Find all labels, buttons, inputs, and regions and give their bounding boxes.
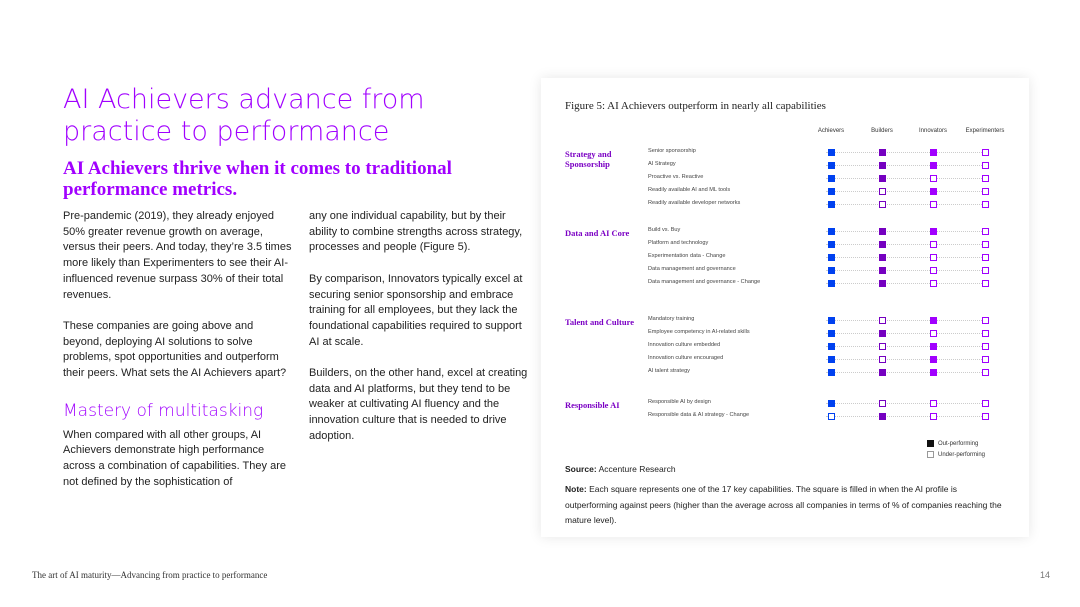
- empty-square-icon: [982, 343, 989, 350]
- paragraph: Builders, on the other hand, excel at creating data and AI platforms, but they tend to be weaker at cultivating AI fluency and the innovation culture that is needed to drive adoption.: [309, 367, 528, 442]
- capability-label: Proactive vs. Reactive: [648, 174, 704, 180]
- empty-square-icon: [879, 400, 886, 407]
- filled-square-icon: [828, 280, 835, 287]
- empty-square-icon: [982, 267, 989, 274]
- capability-label: Mandatory training: [648, 316, 695, 322]
- note-text: Each square represents one of the 17 key capabilities. The square is filled in when the AI profile is outperforming against peers (higher than the average across all companies in terms of % of companies reaching the mature level).: [565, 484, 1002, 525]
- column-header: Experimenters: [965, 128, 1005, 134]
- row-divider: [826, 270, 988, 271]
- empty-square-icon: [982, 254, 989, 261]
- row-divider: [826, 244, 988, 245]
- empty-square-icon: [982, 317, 989, 324]
- filled-square-icon: [828, 175, 835, 182]
- row-divider: [826, 403, 988, 404]
- legend-under-label: Under-performing: [938, 452, 986, 459]
- empty-square-icon: [879, 317, 886, 324]
- filled-square-icon: [879, 241, 886, 248]
- empty-square-icon: [879, 201, 886, 208]
- empty-square-icon: [982, 369, 989, 376]
- filled-square-icon: [879, 175, 886, 182]
- filled-square-icon: [930, 356, 937, 363]
- page-subtitle: AI Achievers thrive when it comes to traditional performance metrics.: [63, 158, 452, 200]
- empty-square-icon: [930, 201, 937, 208]
- filled-square-icon: [927, 440, 934, 447]
- figure-note: [565, 482, 1010, 529]
- body-column-right: [309, 209, 534, 460]
- filled-square-icon: [828, 201, 835, 208]
- filled-square-icon: [828, 343, 835, 350]
- empty-square-icon: [982, 201, 989, 208]
- empty-square-icon: [879, 188, 886, 195]
- filled-square-icon: [828, 317, 835, 324]
- filled-square-icon: [828, 162, 835, 169]
- empty-square-icon: [982, 280, 989, 287]
- filled-square-icon: [828, 241, 835, 248]
- capability-label: Readily available AI and ML tools: [648, 187, 731, 193]
- paragraph: When compared with all other groups, AI Achievers demonstrate high performance across a combination of capabilities. They are not defined by the sophistication of: [63, 428, 286, 488]
- row-divider: [826, 191, 988, 192]
- empty-square-icon: [982, 356, 989, 363]
- row-divider: [826, 152, 988, 153]
- empty-square-icon: [930, 254, 937, 261]
- paragraph: By comparison, Innovators typically excel at securing senior sponsorship and embrace training for all employees, but they lack the foundational capabilities required to support AI at scale.: [309, 272, 523, 348]
- empty-square-icon: [930, 267, 937, 274]
- filled-square-icon: [828, 254, 835, 261]
- empty-square-icon: [930, 330, 937, 337]
- filled-square-icon: [879, 254, 886, 261]
- filled-square-icon: [879, 330, 886, 337]
- source-text: Accenture Research: [598, 464, 676, 474]
- row-divider: [826, 283, 988, 284]
- group-label: Responsible AI: [565, 400, 620, 410]
- capability-label: Innovation culture embedded: [648, 342, 721, 348]
- filled-square-icon: [879, 267, 886, 274]
- legend-under: [927, 451, 985, 458]
- empty-square-icon: [982, 330, 989, 337]
- row-divider: [826, 333, 988, 334]
- filled-square-icon: [828, 267, 835, 274]
- filled-square-icon: [828, 330, 835, 337]
- filled-square-icon: [828, 369, 835, 376]
- capability-label: Employee competency in AI-related skills: [648, 329, 750, 335]
- row-divider: [826, 320, 988, 321]
- paragraph: These companies are going above and beyond, deploying AI solutions to solve problems, spot opportunities and outperform their peers. What sets the AI Achievers apart?: [63, 319, 287, 380]
- capability-label: AI talent strategy: [648, 368, 690, 374]
- filled-square-icon: [879, 149, 886, 156]
- filled-square-icon: [879, 228, 886, 235]
- paragraph: any one individual capability, but by their ability to combine strengths across strategy, processes and people (Figure 5).: [309, 210, 523, 254]
- empty-square-icon: [930, 280, 937, 287]
- empty-square-icon: [982, 241, 989, 248]
- empty-square-icon: [930, 400, 937, 407]
- page-number: 14: [1039, 570, 1050, 580]
- capability-label: Build vs. Buy: [648, 227, 681, 233]
- filled-square-icon: [828, 149, 835, 156]
- empty-square-icon: [982, 162, 989, 169]
- filled-square-icon: [879, 162, 886, 169]
- column-header: Innovators: [918, 128, 948, 134]
- empty-square-icon: [982, 188, 989, 195]
- capability-label: Data management and governance: [648, 266, 736, 272]
- row-divider: [826, 231, 988, 232]
- row-divider: [826, 204, 988, 205]
- footer-text: The art of AI maturity—Advancing from practice to performance: [32, 570, 268, 580]
- group-label: Talent and Culture: [565, 317, 634, 327]
- note-label: Note:: [565, 484, 587, 494]
- capability-label: Responsible data & AI strategy - Change: [648, 412, 750, 418]
- filled-square-icon: [930, 149, 937, 156]
- empty-square-icon: [927, 451, 934, 458]
- capability-label: Data management and governance - Change: [648, 279, 761, 285]
- filled-square-icon: [930, 188, 937, 195]
- capability-label: Readily available developer networks: [648, 200, 741, 206]
- empty-square-icon: [828, 413, 835, 420]
- empty-square-icon: [879, 356, 886, 363]
- filled-square-icon: [930, 343, 937, 350]
- empty-square-icon: [879, 343, 886, 350]
- filled-square-icon: [879, 413, 886, 420]
- row-divider: [826, 359, 988, 360]
- figure-title: Figure 5: AI Achievers outperform in nearly all capabilities: [565, 100, 826, 112]
- group-label: Data and AI Core: [565, 228, 630, 238]
- capability-label: AI Strategy: [648, 161, 676, 167]
- row-divider: [826, 257, 988, 258]
- legend-out: [927, 440, 978, 447]
- row-divider: [826, 165, 988, 166]
- body-column-left: [63, 209, 293, 506]
- empty-square-icon: [930, 241, 937, 248]
- capability-label: Senior sponsorship: [648, 148, 696, 154]
- row-divider: [826, 178, 988, 179]
- legend-out-label: Out-performing: [938, 441, 979, 448]
- filled-square-icon: [879, 369, 886, 376]
- page-title: AI Achievers advance from practice to performance: [63, 84, 425, 147]
- column-header: Builders: [871, 128, 893, 134]
- figure-source: [565, 464, 676, 474]
- empty-square-icon: [982, 228, 989, 235]
- row-divider: [826, 416, 988, 417]
- section-heading: Mastery of multitasking: [63, 400, 264, 421]
- capability-label: Platform and technology: [648, 240, 709, 246]
- filled-square-icon: [930, 162, 937, 169]
- filled-square-icon: [930, 369, 937, 376]
- group-label: Strategy and Sponsorship: [565, 149, 612, 169]
- capability-label: Innovation culture encouraged: [648, 355, 724, 361]
- row-divider: [826, 372, 988, 373]
- filled-square-icon: [930, 228, 937, 235]
- figure-panel: [541, 78, 1029, 537]
- capability-label: Responsible AI by design: [648, 399, 711, 405]
- empty-square-icon: [982, 175, 989, 182]
- row-divider: [826, 346, 988, 347]
- filled-square-icon: [930, 317, 937, 324]
- empty-square-icon: [930, 175, 937, 182]
- filled-square-icon: [828, 228, 835, 235]
- empty-square-icon: [982, 400, 989, 407]
- filled-square-icon: [828, 400, 835, 407]
- source-label: Source:: [565, 464, 597, 474]
- filled-square-icon: [828, 356, 835, 363]
- column-header: Achievers: [817, 128, 845, 134]
- empty-square-icon: [930, 413, 937, 420]
- paragraph: Pre-pandemic (2019), they already enjoyed 50% greater revenue growth on average, versus their peers. And today, they’re 3.5 times more likely than Experimenters to see their AI-influenced revenue surpass 30% of their total revenues.: [63, 210, 292, 301]
- filled-square-icon: [828, 188, 835, 195]
- empty-square-icon: [982, 413, 989, 420]
- filled-square-icon: [879, 280, 886, 287]
- empty-square-icon: [982, 149, 989, 156]
- capability-label: Experimentation data - Change: [648, 253, 726, 259]
